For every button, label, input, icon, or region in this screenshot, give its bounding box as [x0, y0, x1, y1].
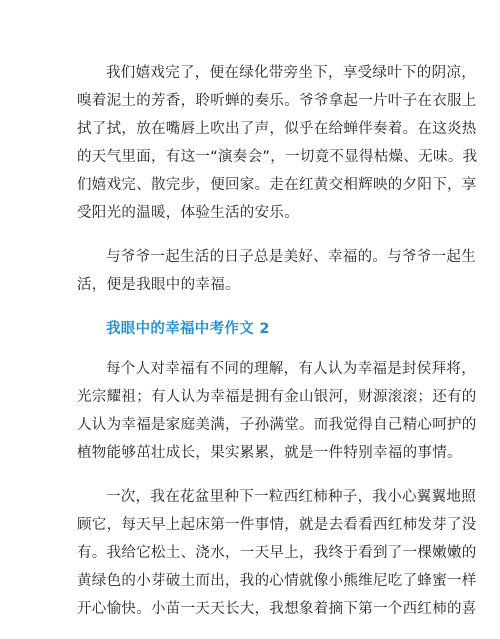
paragraph-2: [77, 243, 476, 299]
paragraph-line: 与爷爷一起生活的日子总是美好、幸福的。与爷爷一起生: [106, 249, 476, 265]
paragraph-line: 开心愉快。小苗一天天长大，我想象着摘下第一个西红柿的喜: [77, 601, 477, 617]
paragraph-line: 黄绿色的小芽破土而出，我的心情就像小熊维尼吃了蜂蜜一样: [77, 573, 477, 589]
paragraph-line: 活，便是我眼中的幸福。: [77, 277, 240, 293]
paragraph-line: 受阳光的温暖，体验生活的安乐。: [77, 205, 299, 221]
paragraph-line: 的天气里面，有这一“演奏会”，一切竟不显得枯燥、无味。我: [77, 149, 478, 165]
paragraph-line: 光宗耀祖；有人认为幸福是拥有金山银河，财源滚滚；还有的: [77, 389, 477, 405]
paragraph-1: [77, 59, 478, 227]
article-body: [77, 59, 478, 639]
paragraph-line: 拭了拭，放在嘴唇上吹出了声，似乎在给蝉伴奏着。在这炎热: [77, 121, 477, 137]
paragraph-line: 人认为幸福是家庭美满，子孙满堂。而我觉得自己精心呵护的: [77, 417, 477, 433]
paragraph-line: 顾它，每天早上起床第一件事情，就是去看看西红柿发芽了没: [77, 517, 477, 533]
paragraph-line: 每个人对幸福有不同的理解，有人认为幸福是封侯拜将，: [106, 361, 476, 377]
section-heading: 我眼中的幸福中考作文 2: [106, 321, 270, 337]
paragraph-line: 有。我给它松土、浇水，一天早上，我终于看到了一棵嫩嫩的: [77, 545, 477, 561]
paragraph-4: [77, 483, 477, 623]
paragraph-line: 们嬉戏完、散完步，便回家。走在红黄交相辉映的夕阳下，享: [77, 177, 477, 193]
paragraph-line: 一次，我在花盆里种下一粒西红柿种子，我小心翼翼地照: [106, 489, 476, 505]
paragraph-line: 植物能够茁壮成长，果实累累，就是一件特别幸福的事情。: [77, 445, 462, 461]
paragraph-line: 我们嬉戏完了，便在绿化带旁坐下，享受绿叶下的阴凉，: [106, 65, 476, 81]
paragraph-3: [77, 355, 477, 467]
paragraph-line: 嗅着泥土的芳香，聆听蝉的奏乐。爷爷拿起一片叶子在衣服上: [77, 93, 477, 109]
